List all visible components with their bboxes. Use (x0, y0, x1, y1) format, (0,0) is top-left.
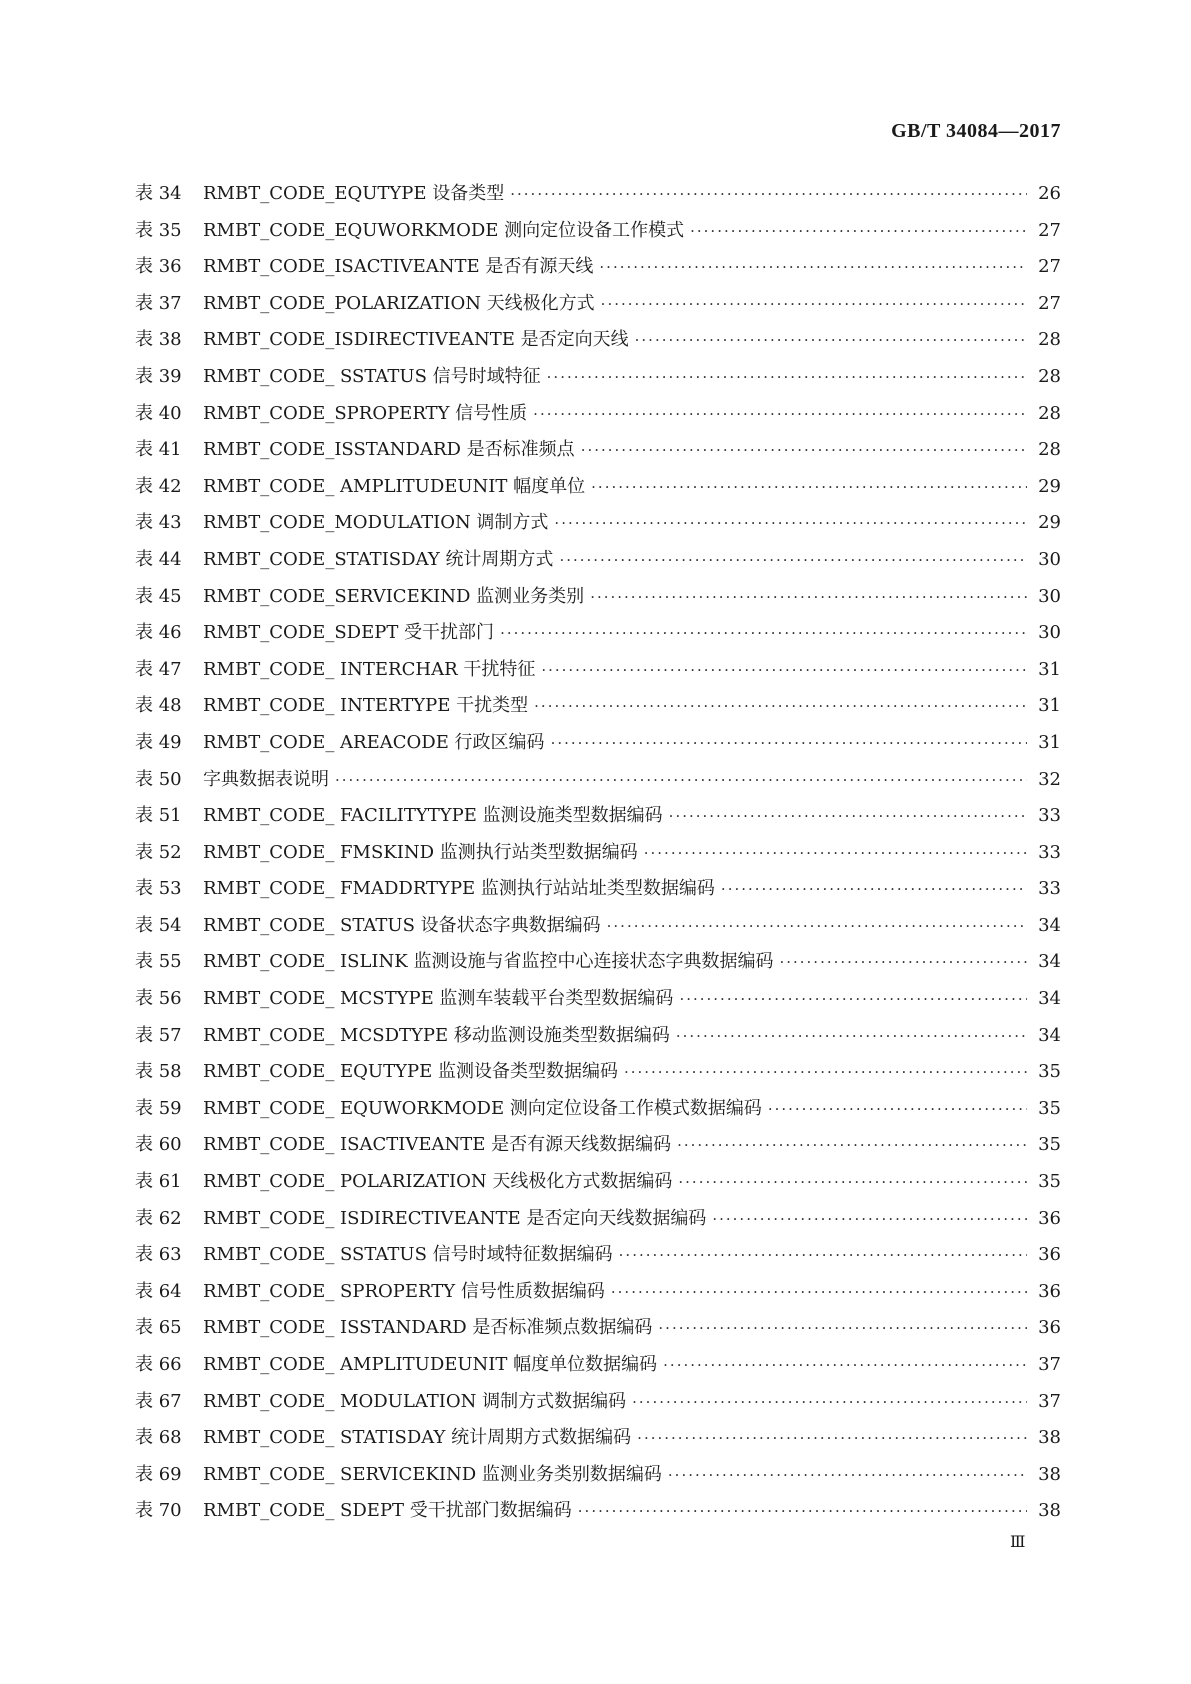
dot-leader (581, 432, 1027, 469)
entry-label: 表 48 (135, 695, 182, 717)
entry-title: RMBT_CODE_ SERVICEKIND 监测业务类别数据编码 (203, 1463, 662, 1485)
toc-entry[interactable] (135, 1164, 1061, 1201)
entry-label: 表 66 (135, 1354, 182, 1375)
entry-label: 表 68 (135, 1427, 182, 1449)
toc-entry[interactable] (135, 835, 1061, 872)
entry-page-number: 28 (1038, 365, 1061, 387)
dot-leader (335, 762, 1027, 799)
entry-page-number: 36 (1038, 1317, 1061, 1339)
entry-page-number: 37 (1038, 1390, 1061, 1412)
entry-title: RMBT_CODE_SPROPERTY 信号性质 (203, 402, 528, 424)
entry-label: 表 45 (135, 585, 182, 607)
standard-code: GB/T 34084—2017 (891, 120, 1061, 142)
dot-leader (551, 725, 1027, 762)
dot-leader (690, 213, 1027, 250)
toc-entry[interactable] (135, 1054, 1061, 1091)
entry-page-number: 36 (1038, 1207, 1061, 1229)
entry-title: RMBT_CODE_ INTERTYPE 干扰类型 (203, 695, 529, 717)
toc-entry[interactable] (135, 908, 1061, 945)
dot-leader (607, 908, 1027, 945)
entry-label: 表 51 (135, 805, 182, 827)
entry-page-number: 30 (1038, 585, 1061, 607)
entry-label: 表 49 (135, 731, 182, 753)
dot-leader (554, 505, 1027, 542)
entry-title: RMBT_CODE_ ISDIRECTIVEANTE 是否定向天线数据编码 (203, 1207, 707, 1229)
entry-label: 表 70 (135, 1500, 182, 1522)
dot-leader (632, 1384, 1027, 1421)
entry-title: RMBT_CODE_ISSTANDARD 是否标准频点 (203, 439, 575, 461)
entry-title: RMBT_CODE_ SPROPERTY 信号性质数据编码 (203, 1280, 605, 1302)
entry-label: 表 62 (135, 1207, 182, 1229)
entry-page-number: 35 (1038, 1061, 1061, 1083)
toc-entry[interactable] (135, 505, 1061, 542)
toc-entry[interactable] (135, 579, 1061, 616)
entry-title: RMBT_CODE_EQUWORKMODE 测向定位设备工作模式 (203, 219, 685, 241)
entry-page-number: 30 (1038, 548, 1061, 570)
entry-page-number: 32 (1038, 768, 1061, 790)
entry-label: 表 61 (135, 1171, 182, 1193)
entry-title: RMBT_CODE_POLARIZATION 天线极化方式 (203, 292, 595, 314)
entry-label: 表 46 (135, 622, 182, 644)
entry-page-number: 31 (1038, 658, 1061, 680)
entry-title: RMBT_CODE_ EQUTYPE 监测设备类型数据编码 (203, 1061, 618, 1083)
toc-entry[interactable] (135, 1237, 1061, 1274)
entry-page-number: 26 (1038, 183, 1061, 204)
entry-title: RMBT_CODE_ STATISDAY 统计周期方式数据编码 (203, 1427, 632, 1449)
entry-title: RMBT_CODE_ MODULATION 调制方式数据编码 (203, 1390, 627, 1412)
entry-title: RMBT_CODE_SERVICEKIND 监测业务类别 (203, 585, 585, 607)
toc-entry[interactable] (135, 396, 1061, 433)
entry-label: 表 60 (135, 1134, 182, 1156)
toc-entry[interactable] (135, 249, 1061, 286)
entry-page-number: 34 (1038, 914, 1061, 936)
toc-entry[interactable] (135, 176, 1061, 213)
entry-title: RMBT_CODE_STATISDAY 统计周期方式 (203, 548, 554, 570)
toc-entry[interactable] (135, 688, 1061, 725)
toc-entry[interactable] (135, 1274, 1061, 1311)
toc-entry[interactable] (135, 359, 1061, 396)
toc-entry[interactable] (135, 542, 1061, 579)
dot-leader (619, 1237, 1027, 1274)
toc-entry[interactable] (135, 1347, 1061, 1384)
entry-label: 表 53 (135, 878, 182, 900)
entry-title: RMBT_CODE_ AMPLITUDEUNIT 幅度单位数据编码 (203, 1354, 658, 1375)
dot-leader (678, 1164, 1027, 1201)
dot-leader (669, 798, 1027, 835)
dot-leader (541, 652, 1027, 689)
toc-entry[interactable] (135, 871, 1061, 908)
dot-leader (721, 871, 1027, 908)
toc-entry[interactable] (135, 286, 1061, 323)
entry-label: 表 39 (135, 365, 182, 387)
dot-leader (559, 542, 1027, 579)
entry-page-number: 29 (1038, 512, 1061, 534)
entry-label: 表 65 (135, 1317, 182, 1339)
entry-label: 表 59 (135, 1097, 182, 1119)
entry-page-number: 38 (1038, 1500, 1061, 1522)
dot-leader (547, 359, 1027, 396)
entry-page-number: 38 (1038, 1427, 1061, 1449)
entry-page-number: 30 (1038, 622, 1061, 644)
entry-title: RMBT_CODE_ ISLINK 监测设施与省监控中心连接状态字典数据编码 (203, 951, 774, 973)
entry-title: RMBT_CODE_ISACTIVEANTE 是否有源天线 (203, 256, 594, 278)
toc-entry[interactable] (135, 981, 1061, 1018)
entry-page-number: 36 (1038, 1244, 1061, 1266)
entry-title: RMBT_CODE_ AREACODE 行政区编码 (203, 731, 545, 753)
toc-entry[interactable] (135, 432, 1061, 469)
toc-entry[interactable] (135, 1457, 1061, 1494)
entry-page-number: 33 (1038, 841, 1061, 863)
toc-entry[interactable] (135, 1493, 1061, 1530)
entry-page-number: 33 (1038, 805, 1061, 827)
toc-entry[interactable] (135, 1384, 1061, 1421)
entry-title: RMBT_CODE_SDEPT 受干扰部门 (203, 622, 495, 644)
entry-label: 表 57 (135, 1024, 182, 1046)
entry-title: RMBT_CODE_ FMSKIND 监测执行站类型数据编码 (203, 841, 638, 863)
dot-leader (624, 1054, 1027, 1091)
toc-entry[interactable] (135, 1201, 1061, 1238)
dot-leader (677, 1127, 1027, 1164)
entry-title: RMBT_CODE_ ISSTANDARD 是否标准频点数据编码 (203, 1317, 653, 1339)
entry-page-number: 37 (1038, 1354, 1061, 1375)
entry-title: RMBT_CODE_ SDEPT 受干扰部门数据编码 (203, 1500, 572, 1522)
toc-entry[interactable] (135, 652, 1061, 689)
entry-label: 表 69 (135, 1463, 182, 1485)
toc-entry[interactable] (135, 469, 1061, 506)
entry-title: RMBT_CODE_ FMADDRTYPE 监测执行站站址类型数据编码 (203, 878, 715, 900)
dot-leader (658, 1310, 1027, 1347)
entry-label: 表 44 (135, 548, 182, 570)
entry-label: 表 55 (135, 951, 182, 973)
toc-entry[interactable] (135, 725, 1061, 762)
toc-entry[interactable] (135, 322, 1061, 359)
toc-entry[interactable] (135, 798, 1061, 835)
dot-leader (578, 1493, 1027, 1530)
dot-leader (768, 1091, 1027, 1128)
toc-entry[interactable] (135, 1310, 1061, 1347)
entry-title: 字典数据表说明 (203, 768, 329, 790)
table-of-contents (135, 176, 1061, 1530)
entry-title: RMBT_CODE_ SSTATUS 信号时域特征数据编码 (203, 1244, 613, 1266)
entry-page-number: 31 (1038, 695, 1061, 717)
entry-label: 表 42 (135, 475, 182, 497)
dot-leader (663, 1347, 1027, 1384)
entry-page-number: 28 (1038, 329, 1061, 351)
toc-entry[interactable] (135, 944, 1061, 981)
entry-label: 表 64 (135, 1280, 182, 1302)
toc-entry[interactable] (135, 1420, 1061, 1457)
dot-leader (601, 286, 1027, 323)
entry-title: RMBT_CODE_ SSTATUS 信号时域特征 (203, 365, 541, 387)
entry-label: 表 38 (135, 329, 182, 351)
entry-page-number: 35 (1038, 1134, 1061, 1156)
dot-leader (533, 396, 1027, 433)
entry-label: 表 56 (135, 988, 182, 1010)
toc-entry[interactable] (135, 615, 1061, 652)
entry-label: 表 52 (135, 841, 182, 863)
dot-leader (635, 322, 1027, 359)
entry-page-number: 27 (1038, 219, 1061, 241)
entry-label: 表 54 (135, 914, 182, 936)
entry-page-number: 38 (1038, 1463, 1061, 1485)
dot-leader (591, 469, 1027, 506)
dot-leader (676, 1018, 1027, 1055)
entry-label: 表 36 (135, 256, 182, 278)
dot-leader (644, 835, 1027, 872)
entry-page-number: 34 (1038, 951, 1061, 973)
entry-title: RMBT_CODE_EQUTYPE 设备类型 (203, 183, 505, 204)
toc-entry[interactable] (135, 1091, 1061, 1128)
entry-title: RMBT_CODE_ AMPLITUDEUNIT 幅度单位 (203, 475, 586, 497)
entry-title: RMBT_CODE_ INTERCHAR 干扰特征 (203, 658, 536, 680)
entry-label: 表 34 (135, 183, 182, 204)
entry-title: RMBT_CODE_ISDIRECTIVEANTE 是否定向天线 (203, 329, 629, 351)
entry-label: 表 43 (135, 512, 182, 534)
entry-label: 表 50 (135, 768, 182, 790)
dot-leader (637, 1420, 1027, 1457)
entry-label: 表 35 (135, 219, 182, 241)
entry-page-number: 27 (1038, 256, 1061, 278)
dot-leader (510, 176, 1027, 213)
entry-label: 表 63 (135, 1244, 182, 1266)
entry-title: RMBT_CODE_ MCSDTYPE 移动监测设施类型数据编码 (203, 1024, 670, 1046)
dot-leader (611, 1274, 1027, 1311)
entry-title: RMBT_CODE_ MCSTYPE 监测车装载平台类型数据编码 (203, 988, 674, 1010)
entry-title: RMBT_CODE_ ISACTIVEANTE 是否有源天线数据编码 (203, 1134, 672, 1156)
entry-page-number: 35 (1038, 1171, 1061, 1193)
dot-leader (679, 981, 1027, 1018)
entry-page-number: 36 (1038, 1280, 1061, 1302)
entry-label: 表 58 (135, 1061, 182, 1083)
entry-label: 表 40 (135, 402, 182, 424)
dot-leader (779, 944, 1027, 981)
entry-page-number: 34 (1038, 988, 1061, 1010)
entry-label: 表 47 (135, 658, 182, 680)
toc-entry[interactable] (135, 213, 1061, 250)
entry-page-number: 34 (1038, 1024, 1061, 1046)
dot-leader (712, 1201, 1027, 1238)
entry-page-number: 29 (1038, 475, 1061, 497)
entry-page-number: 33 (1038, 878, 1061, 900)
entry-title: RMBT_CODE_ POLARIZATION 天线极化方式数据编码 (203, 1171, 673, 1193)
entry-page-number: 28 (1038, 439, 1061, 461)
toc-entry[interactable] (135, 1018, 1061, 1055)
entry-title: RMBT_CODE_ STATUS 设备状态字典数据编码 (203, 914, 601, 936)
dot-leader (590, 579, 1027, 616)
entry-label: 表 41 (135, 439, 182, 461)
dot-leader (599, 249, 1027, 286)
entry-page-number: 31 (1038, 731, 1061, 753)
toc-entry[interactable] (135, 1127, 1061, 1164)
entry-page-number: 27 (1038, 292, 1061, 314)
dot-leader (534, 688, 1027, 725)
entry-title: RMBT_CODE_ EQUWORKMODE 测向定位设备工作模式数据编码 (203, 1097, 762, 1119)
dot-leader (500, 615, 1027, 652)
entry-title: RMBT_CODE_ FACILITYTYPE 监测设施类型数据编码 (203, 805, 663, 827)
dot-leader (668, 1457, 1027, 1494)
page-number: Ⅲ (1010, 1534, 1026, 1551)
entry-label: 表 67 (135, 1390, 182, 1412)
entry-label: 表 37 (135, 292, 182, 314)
entry-page-number: 35 (1038, 1097, 1061, 1119)
toc-entry[interactable] (135, 762, 1061, 799)
entry-title: RMBT_CODE_MODULATION 调制方式 (203, 512, 549, 534)
entry-page-number: 28 (1038, 402, 1061, 424)
